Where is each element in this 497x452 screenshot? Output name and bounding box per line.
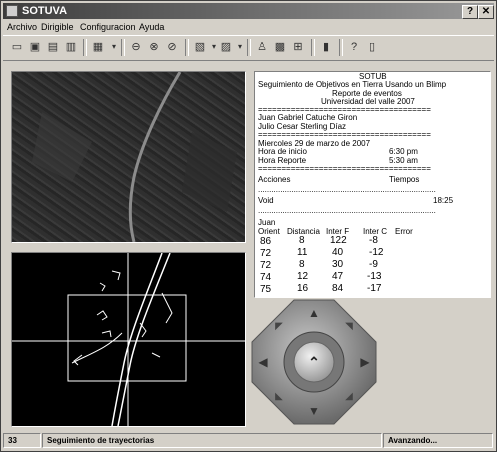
down-left-arrow-button[interactable]: ◣ [275, 391, 283, 402]
author-2: Julio Cesar Sterling Díaz [258, 122, 347, 131]
row-inter-c: -17 [367, 283, 382, 294]
actions-label: Acciones [258, 175, 291, 184]
tracking-view [11, 252, 246, 427]
help-button[interactable]: ? [462, 5, 478, 19]
row-inter-c: -12 [369, 247, 384, 258]
report-time-label: Hora Reporte [258, 156, 307, 165]
window-title: SOTUVA [22, 5, 68, 17]
right-arrow-button[interactable]: ▶ [360, 355, 370, 369]
direction-control [249, 297, 379, 427]
up-left-arrow-button[interactable]: ◤ [275, 321, 283, 332]
header-inter-f: Inter F [326, 227, 350, 236]
dotted-line: ................................................................................ [258, 185, 436, 194]
report-university: Universidad del valle 2007 [321, 97, 415, 106]
menu-ayuda[interactable]: Ayuda [139, 22, 165, 32]
menu-configuracion[interactable]: Configuracion [80, 22, 136, 32]
toolbar-separator [121, 39, 125, 56]
row-inter-f: 84 [332, 283, 344, 294]
close-button[interactable]: ✕ [478, 5, 494, 19]
void-time: 18:25 [433, 196, 454, 205]
stop-icon[interactable]: ⊘ [167, 41, 177, 53]
separator: ===================================== [258, 164, 431, 173]
report-date: Miercoles 29 de marzo de 2007 [258, 139, 371, 148]
down-right-arrow-button[interactable]: ◢ [345, 391, 353, 402]
record-icon[interactable]: ⊖ [131, 41, 141, 53]
menu-dirigible[interactable]: Dirigible [41, 22, 74, 32]
operator-name: Juan [258, 218, 276, 227]
report-title: SOTUB [359, 72, 387, 81]
up-arrow-button[interactable]: ▲ [308, 306, 320, 320]
menu-bar [3, 20, 494, 34]
void-label: Void [258, 196, 274, 205]
grid-icon[interactable]: ▧ [194, 41, 206, 53]
event-report [254, 71, 491, 298]
chart-icon[interactable]: ▮ [322, 41, 330, 53]
row-orient: 75 [260, 284, 272, 295]
road-overlay [12, 72, 245, 242]
row-distancia: 11 [297, 247, 308, 258]
left-arrow-button[interactable]: ◀ [258, 355, 268, 369]
row-inter-f: 30 [332, 259, 344, 270]
layout-icon[interactable]: ▩ [274, 41, 286, 53]
row-inter-c: -13 [367, 271, 382, 282]
separator: ===================================== [258, 105, 431, 114]
header-error: Error [395, 227, 413, 236]
split-icon[interactable]: ⊞ [293, 41, 303, 53]
save-icon[interactable]: ▣ [29, 41, 41, 53]
print-icon[interactable]: ▥ [65, 41, 77, 53]
author-1: Juan Gabriel Catuche Giron [258, 113, 358, 122]
status-bar [3, 432, 494, 449]
toolbar-separator [185, 39, 189, 56]
header-distancia: Distancia [287, 227, 320, 236]
row-distancia: 12 [297, 271, 309, 282]
dropdown-icon[interactable]: ▾ [211, 42, 216, 51]
row-inter-c: -9 [369, 259, 378, 270]
camera-icon[interactable]: ⊗ [149, 41, 159, 53]
status-mode: Seguimiento de trayectorias [42, 433, 382, 448]
dotted-line: ................................................................................ [258, 206, 436, 215]
row-orient: 72 [260, 248, 272, 259]
app-icon [6, 5, 18, 17]
open-icon[interactable]: ▭ [11, 41, 23, 53]
start-label: Hora de inicio [258, 147, 307, 156]
report-subtitle: Seguimiento de Objetivos en Tierra Usando un Blimp [258, 80, 447, 89]
toolbar-separator [247, 39, 251, 56]
display-icon[interactable]: ▦ [92, 41, 104, 53]
document-icon[interactable]: ▯ [368, 41, 376, 53]
row-distancia: 16 [297, 283, 309, 294]
row-distancia: 8 [299, 235, 305, 246]
row-inter-f: 40 [332, 247, 344, 258]
help-icon[interactable]: ? [350, 41, 358, 53]
up-right-arrow-button[interactable]: ◥ [345, 321, 353, 332]
center-chevron-button[interactable]: ⌃ [308, 354, 320, 370]
toolbar [3, 35, 494, 61]
row-distancia: 8 [299, 259, 305, 270]
row-orient: 72 [260, 260, 272, 271]
save-as-icon[interactable]: ▤ [47, 41, 59, 53]
person-icon[interactable]: ♙ [257, 41, 267, 53]
row-inter-f: 47 [332, 271, 344, 282]
toolbar-separator [339, 39, 343, 56]
title-bar [3, 3, 494, 19]
dropdown-icon[interactable]: ▾ [237, 42, 242, 51]
toolbar-separator [311, 39, 315, 56]
report-time-value: 5:30 am [389, 156, 418, 165]
report-heading: Reporte de eventos [332, 89, 402, 98]
row-orient: 74 [260, 272, 272, 283]
tracking-overlay [12, 253, 245, 426]
dropdown-icon[interactable]: ▾ [111, 42, 116, 51]
row-inter-c: -8 [369, 235, 378, 246]
status-count: 33 [3, 433, 41, 448]
row-inter-f: 122 [330, 235, 347, 246]
status-progress: Avanzando... [383, 433, 493, 448]
times-label: Tiempos [389, 175, 420, 184]
separator: ===================================== [258, 130, 431, 139]
down-arrow-button[interactable]: ▼ [308, 404, 320, 418]
header-orient: Orient [258, 227, 280, 236]
toolbar-separator [83, 39, 87, 56]
start-value: 6:30 pm [389, 147, 418, 156]
row-orient: 86 [260, 236, 272, 247]
menu-archivo[interactable]: Archivo [7, 22, 38, 32]
header-inter-c: Inter C [363, 227, 388, 236]
camera-view [11, 71, 246, 243]
filter-icon[interactable]: ▨ [220, 41, 232, 53]
